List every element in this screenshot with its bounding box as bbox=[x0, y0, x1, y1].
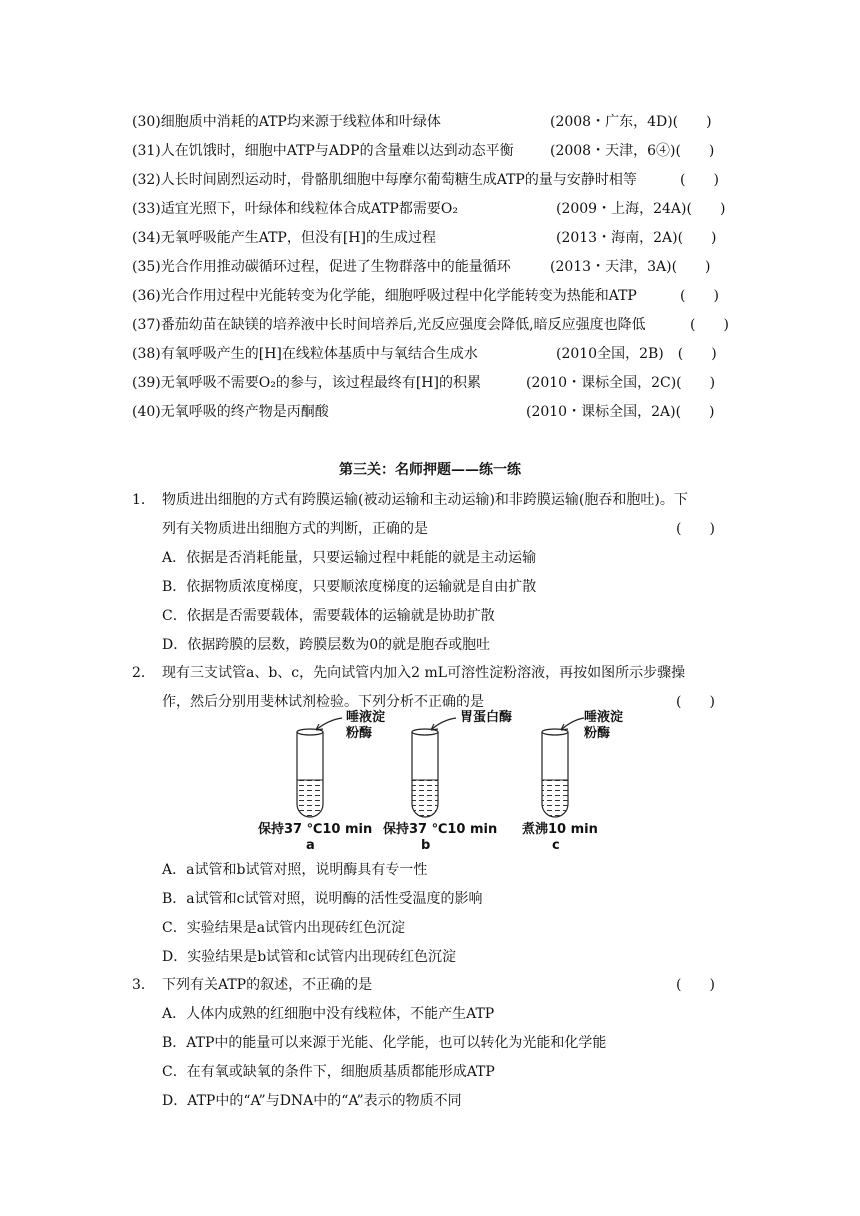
review-item-source: ( ) bbox=[680, 288, 719, 304]
tube-c-condition: 煮沸10 min bbox=[522, 822, 598, 837]
tube-a-label: a bbox=[306, 838, 315, 853]
option-b: B．ATP中的能量可以来源于光能、化学能，也可以转化为光能和化学能 bbox=[162, 1035, 607, 1051]
question-number: 2． bbox=[132, 665, 155, 681]
review-item-text: (31)人在饥饿时，细胞中ATP与ADP的含量难以达到动态平衡 bbox=[132, 143, 514, 159]
review-item-source: (2010全国，2B) ( ) bbox=[556, 346, 717, 362]
option-a: A．依据是否消耗能量，只要运输过程中耗能的就是主动运输 bbox=[162, 550, 537, 566]
answer-paren: ( ) bbox=[676, 977, 715, 993]
tube-b-condition: 保持37 ℃10 min bbox=[383, 822, 498, 837]
section-title: 第三关：名师押题——练一练 bbox=[339, 462, 521, 478]
review-item-text: (30)细胞质中消耗的ATP均来源于线粒体和叶绿体 bbox=[132, 114, 441, 130]
review-item-text: (32)人长时间剧烈运动时，骨骼肌细胞中每摩尔葡萄糖生成ATP的量与安静时相等 bbox=[132, 172, 637, 188]
review-item bbox=[132, 195, 732, 223]
review-item bbox=[132, 108, 732, 136]
option-a: A．a试管和b试管对照，说明酶具有专一性 bbox=[162, 862, 428, 878]
review-item bbox=[132, 224, 732, 252]
review-item-source: (2010・课标全国，2C)( ) bbox=[526, 375, 716, 391]
question-stem: 现有三支试管a、b、c，先向试管内加入2 mL可溶性淀粉溶液，再按如图所示步骤操 bbox=[162, 665, 686, 681]
question-stem: 列有关物质进出细胞方式的判断，正确的是 bbox=[162, 521, 428, 537]
review-item bbox=[132, 398, 732, 426]
review-item-source: (2008・广东，4D)( ) bbox=[550, 114, 712, 130]
review-item-source: (2009・上海，24A)( ) bbox=[556, 201, 726, 217]
option-b: B．依据物质浓度梯度，只要顺浓度梯度的运输就是自由扩散 bbox=[162, 579, 537, 595]
answer-paren: ( ) bbox=[676, 521, 715, 537]
review-item-text: (40)无氧呼吸的终产物是丙酮酸 bbox=[132, 404, 329, 420]
test-tube-c bbox=[542, 718, 584, 817]
review-item-text: (34)无氧呼吸能产生ATP，但没有[H]的生成过程 bbox=[132, 230, 436, 246]
option-c: C．依据是否需要载体，需要载体的运输就是协助扩散 bbox=[162, 608, 495, 624]
review-item-source: (2008・天津，6④)( ) bbox=[550, 143, 715, 159]
option-d: D．实验结果是b试管和c试管内出现砖红色沉淀 bbox=[162, 949, 457, 965]
tube-a-enzyme-label: 唾液淀 bbox=[346, 710, 386, 725]
tube-a-condition: 保持37 ℃10 min bbox=[258, 822, 373, 837]
review-item-source: ( ) bbox=[690, 317, 729, 333]
review-item bbox=[132, 340, 732, 368]
option-c: C．实验结果是a试管内出现砖红色沉淀 bbox=[162, 920, 406, 936]
question-stem: 物质进出细胞的方式有跨膜运输(被动运输和主动运输)和非跨膜运输(胞吞和胞吐)。下 bbox=[162, 492, 688, 508]
question-stem: 作，然后分别用斐林试剂检验。下列分析不正确的是 bbox=[162, 694, 484, 710]
test-tube-a bbox=[297, 718, 342, 817]
tube-a-enzyme-label: 粉酶 bbox=[346, 726, 373, 741]
answer-paren: ( ) bbox=[676, 694, 715, 710]
tube-b-label: b bbox=[421, 838, 431, 853]
review-item bbox=[132, 311, 732, 339]
review-item-source: (2013・海南，2A)( ) bbox=[556, 230, 717, 246]
review-item-text: (36)光合作用过程中光能转变为化学能，细胞呼吸过程中化学能转变为热能和ATP bbox=[132, 288, 637, 304]
tube-c-enzyme-label: 唾液淀 bbox=[584, 710, 624, 725]
option-b: B．a试管和c试管对照，说明酶的活性受温度的影响 bbox=[162, 891, 483, 907]
question-number: 3． bbox=[132, 977, 155, 993]
test-tube-b bbox=[412, 718, 456, 817]
review-item bbox=[132, 369, 732, 397]
review-item-text: (39)无氧呼吸不需要O₂的参与，该过程最终有[H]的积累 bbox=[132, 375, 481, 391]
review-item bbox=[132, 166, 732, 194]
option-c: C．在有氧或缺氧的条件下，细胞质基质都能形成ATP bbox=[162, 1064, 495, 1080]
review-item-text: (37)番茄幼苗在缺镁的培养液中长时间培养后,光反应强度会降低,暗反应强度也降低 bbox=[132, 317, 646, 333]
question-stem: 下列有关ATP的叙述，不正确的是 bbox=[162, 977, 373, 993]
question-number: 1． bbox=[132, 492, 155, 508]
review-item-source: (2010・课标全国，2A)( ) bbox=[526, 404, 715, 420]
review-item bbox=[132, 137, 732, 165]
review-item-text: (35)光合作用推动碳循环过程，促进了生物群落中的能量循环 bbox=[132, 259, 511, 275]
tube-c-enzyme-label: 粉酶 bbox=[584, 726, 611, 741]
option-a: A．人体内成熟的红细胞中没有线粒体，不能产生ATP bbox=[162, 1006, 495, 1022]
option-d: D．依据跨膜的层数，跨膜层数为0的就是胞吞或胞吐 bbox=[162, 637, 491, 653]
tube-b-enzyme-label: 胃蛋白酶 bbox=[460, 710, 513, 725]
review-item-source: ( ) bbox=[680, 172, 719, 188]
review-item bbox=[132, 253, 732, 281]
review-item-source: (2013・天津，3A)( ) bbox=[550, 259, 711, 275]
tube-c-label: c bbox=[552, 838, 560, 853]
option-d: D．ATP中的“A”与DNA中的“A”表示的物质不同 bbox=[162, 1093, 462, 1109]
test-tube-figure bbox=[250, 708, 624, 858]
review-item bbox=[132, 282, 732, 310]
review-item-text: (33)适宜光照下，叶绿体和线粒体合成ATP都需要O₂ bbox=[132, 201, 458, 217]
review-item-text: (38)有氧呼吸产生的[H]在线粒体基质中与氧结合生成水 bbox=[132, 346, 478, 362]
